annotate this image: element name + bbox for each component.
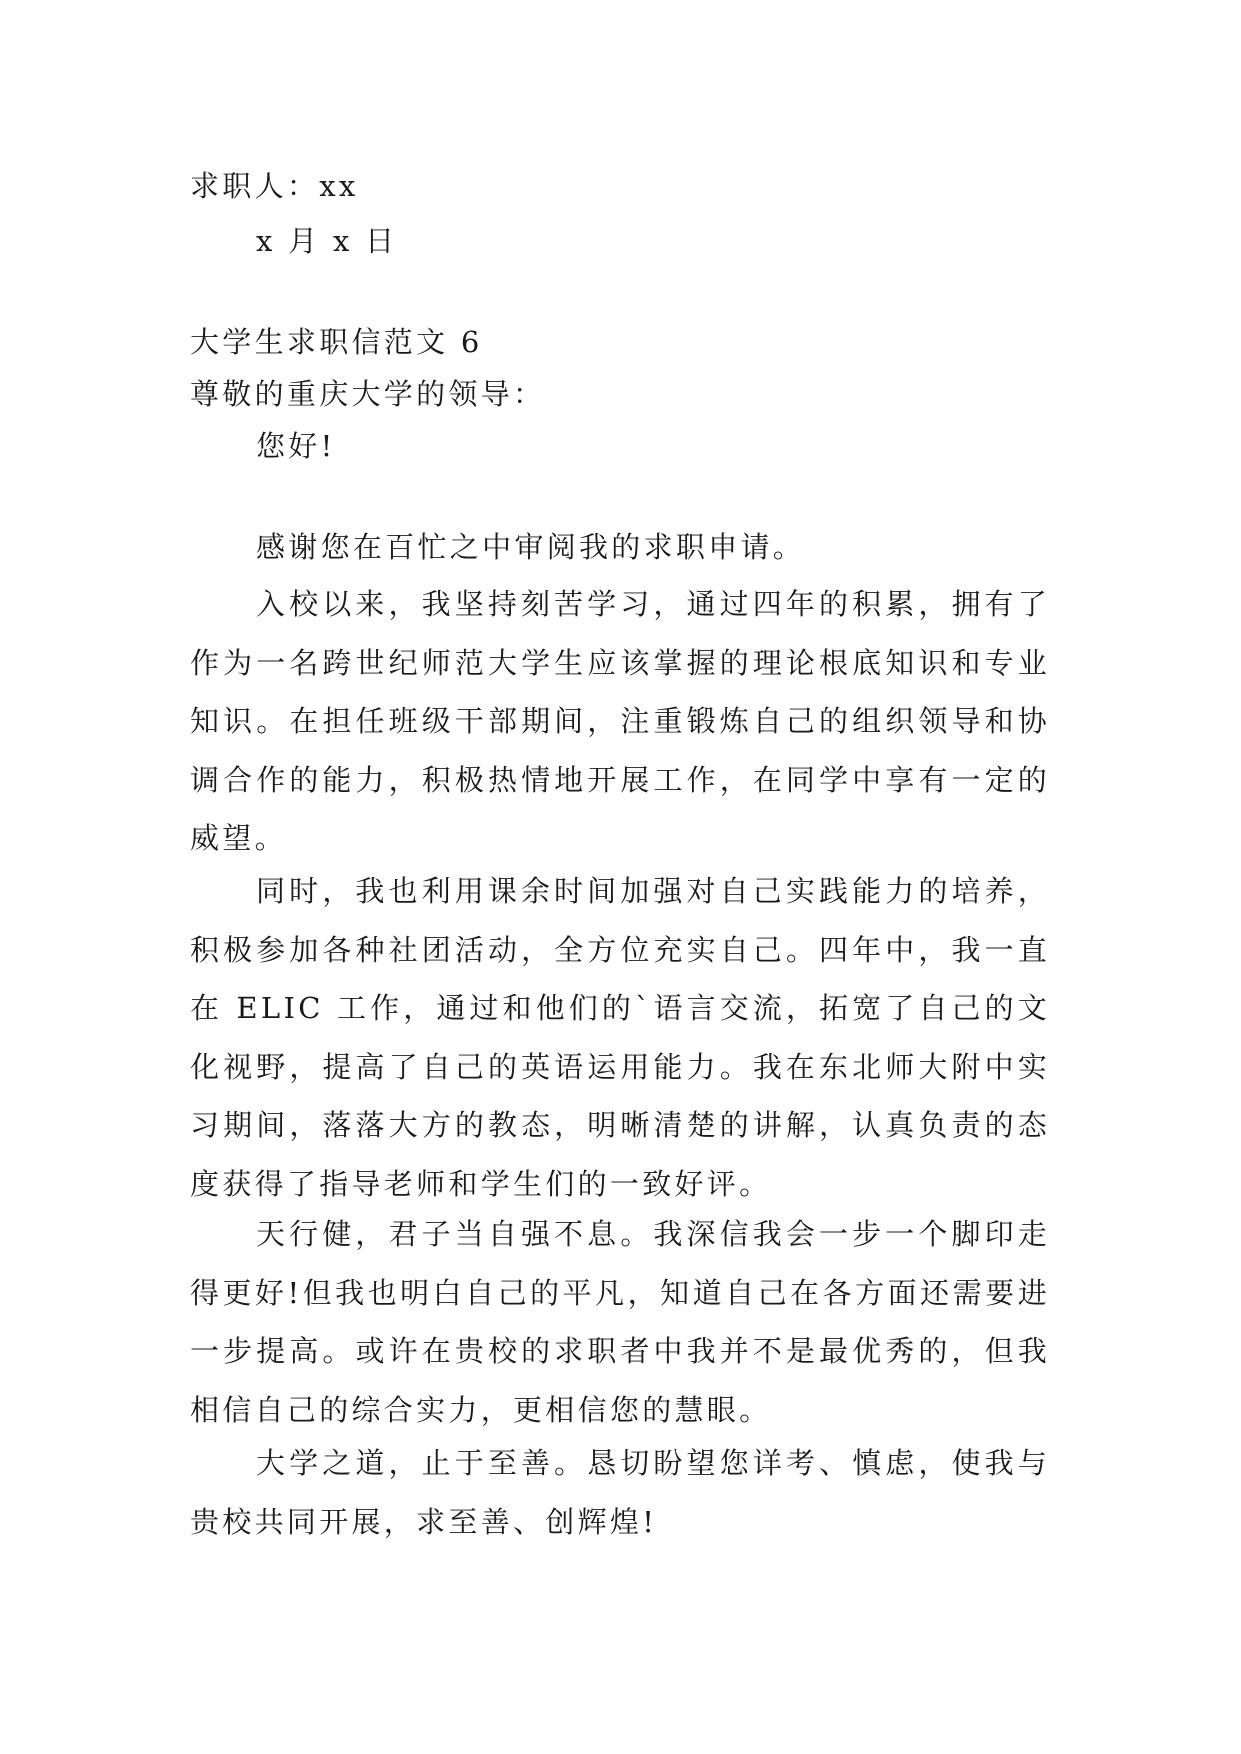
applicant-signature: 求职人：xx (190, 169, 359, 203)
signature-date: x 月 x 日 (256, 224, 398, 258)
paragraph-confidence: 天行健，君子当自强不息。我深信我会一步一个脚印走得更好!但我也明白自己的平凡，知道自己在各方面还需要进一步提高。或许在贵校的求职者中我并不是最优秀的，但我相信自己的综合实力，更相信您的慧眼。 (190, 1217, 1050, 1427)
paragraph-thanks: 感谢您在百忙之中审阅我的求职申请。 (256, 530, 806, 564)
paragraph-study: 入校以来，我坚持刻苦学习，通过四年的积累，拥有了作为一名跨世纪师范大学生应该掌握的理论根底知识和专业知识。在担任班级干部期间，注重锻炼自己的组织领导和协调合作的能力，积极热情地开展工作，在同学中享有一定的威望。 (190, 587, 1050, 855)
section-title: 大学生求职信范文 6 (190, 325, 483, 359)
letter-salutation: 尊敬的重庆大学的领导： (190, 377, 546, 411)
paragraph-practice: 同时，我也利用课余时间加强对自己实践能力的培养，积极参加各种社团活动，全方位充实自己。四年中，我一直在 ELIC 工作，通过和他们的`语言交流，拓宽了自己的文化视野，提高了自己的英语运用能力。我在东北师大附中实习期间，落落大方的教态，明晰清楚的讲解，认真负责的态度获得了指导老师和学生们的一致好评。 (190, 874, 1050, 1201)
paragraph-closing: 大学之道，止于至善。恳切盼望您详考、慎虑，使我与贵校共同开展，求至善、创辉煌! (190, 1446, 1050, 1539)
letter-greeting: 您好! (256, 429, 336, 463)
